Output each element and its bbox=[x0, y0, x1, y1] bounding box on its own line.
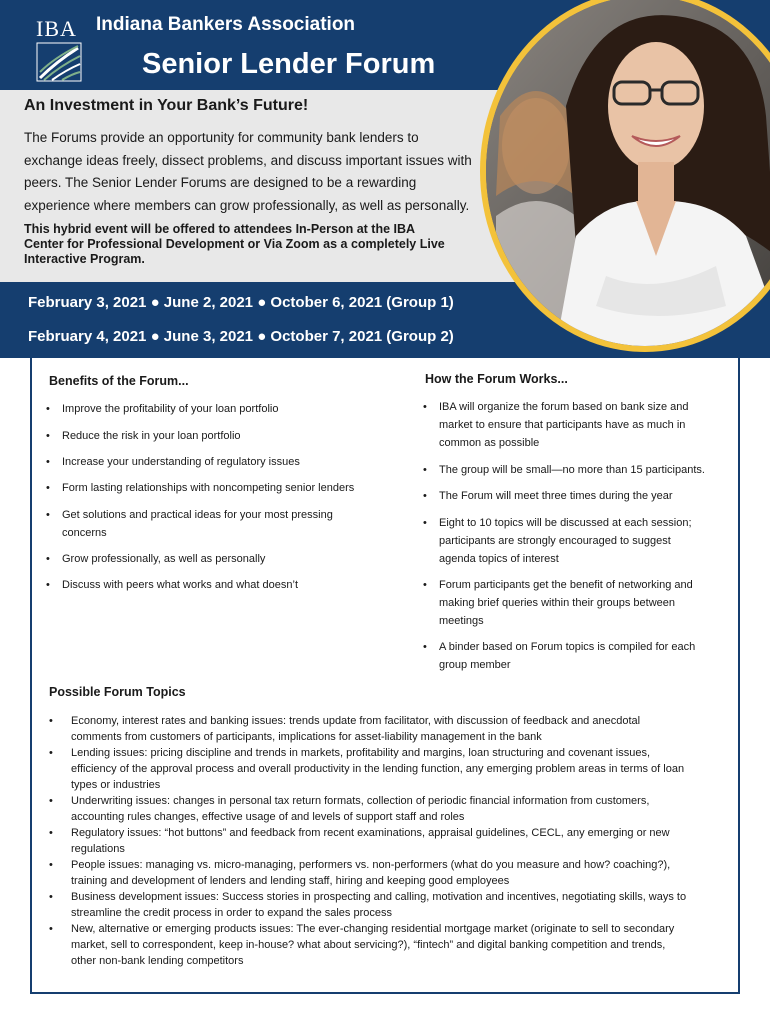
org-name: Indiana Bankers Association bbox=[96, 14, 356, 35]
bullet-icon: • bbox=[49, 795, 53, 807]
list-item-text: People issues: managing vs. micro-managing, performers vs. non-performers (what do you measure and how? coaching?), bbox=[71, 859, 671, 871]
list-item-text: The group will be small—no more than 15 participants. bbox=[439, 464, 705, 476]
bullet-icon: • bbox=[423, 641, 427, 653]
list-item-text: IBA will organize the forum based on bank size and bbox=[439, 401, 689, 413]
topics-heading: Possible Forum Topics bbox=[49, 685, 186, 699]
list-item-text: comments from customers of participants, implications for asset-liability management in the bank bbox=[71, 731, 542, 743]
page-title: Senior Lender Forum bbox=[142, 48, 436, 80]
list-item bbox=[46, 479, 402, 497]
intro-line: exchange ideas freely, dissect problems, and discuss important issues with bbox=[24, 152, 472, 168]
dates-group-1: February 3, 2021 ● June 2, 2021 ● October 6, 2021 (Group 1) bbox=[28, 294, 454, 311]
list-item-text: Improve the profitability of your loan portfolio bbox=[62, 403, 279, 415]
hybrid-line: Interactive Program. bbox=[24, 252, 145, 266]
list-item-text: Reduce the risk in your loan portfolio bbox=[62, 430, 241, 442]
list-item-text: participants are strongly encouraged to suggest bbox=[439, 535, 671, 547]
list-item-text: The Forum will meet three times during the year bbox=[439, 490, 673, 502]
list-item bbox=[49, 793, 731, 825]
bullet-icon: • bbox=[46, 403, 50, 415]
list-item-text: Economy, interest rates and banking issues: trends update from facilitator, with discussion of feedback and anecdotal bbox=[71, 715, 641, 727]
list-item bbox=[423, 398, 734, 452]
list-item bbox=[46, 400, 402, 418]
list-item-text: Regulatory issues: “hot buttons” and feedback from recent examinations, appraisal guidelines, CECL, any emerging or new bbox=[71, 827, 670, 839]
bullet-icon: • bbox=[49, 827, 53, 839]
list-item-text: types or industries bbox=[71, 779, 161, 791]
list-item bbox=[423, 461, 739, 479]
how-it-works-heading: How the Forum Works... bbox=[425, 372, 568, 386]
list-item-text: making brief queries within their groups between bbox=[439, 597, 676, 609]
bullet-icon: • bbox=[423, 579, 427, 591]
list-item bbox=[46, 576, 402, 594]
bullet-icon: • bbox=[46, 430, 50, 442]
list-item-text: accounting rules changes, effective usage of and levels of support staff and roles bbox=[71, 811, 465, 823]
list-item bbox=[423, 576, 734, 630]
list-item bbox=[49, 825, 731, 857]
intro-line: experience where members can grow professionally, as well as personally. bbox=[24, 197, 470, 213]
list-item-text: streamline the credit process in order to expand the sales process bbox=[71, 907, 392, 919]
list-item bbox=[49, 745, 731, 793]
list-item-text: Underwriting issues: changes in personal tax return formats, collection of periodic financial information from customers, bbox=[71, 795, 650, 807]
list-item-text: regulations bbox=[71, 843, 125, 855]
dates-group-2: February 4, 2021 ● June 3, 2021 ● October 7, 2021 (Group 2) bbox=[28, 328, 454, 345]
bullet-icon: • bbox=[423, 401, 427, 413]
bullet-icon: • bbox=[49, 891, 53, 903]
bullet-icon: • bbox=[423, 464, 427, 476]
hybrid-line: Center for Professional Development or Via Zoom as a completely Live bbox=[24, 237, 445, 251]
list-item-text: market, sell to correspondent, keep in-house? what about servicing?), “fintech” and digital banking competition and trends, bbox=[71, 939, 666, 951]
list-item bbox=[49, 921, 731, 969]
list-item-text: other non-bank lending competitors bbox=[71, 955, 244, 967]
list-item bbox=[46, 453, 402, 471]
list-item-text: market to ensure that participants have as much in bbox=[439, 419, 686, 431]
intro-line: peers. The Senior Lender Forums are designed to be a rewarding bbox=[24, 175, 417, 190]
list-item-text: concerns bbox=[62, 527, 107, 539]
bullet-icon: • bbox=[423, 517, 427, 529]
list-item-text: Forum participants get the benefit of networking and bbox=[439, 579, 693, 591]
list-item bbox=[46, 427, 402, 445]
bullet-icon: • bbox=[46, 456, 50, 468]
bullet-icon: • bbox=[49, 747, 53, 759]
list-item-text: Eight to 10 topics will be discussed at each session; bbox=[439, 517, 692, 529]
intro-line: The Forums provide an opportunity for community bank lenders to bbox=[24, 130, 419, 145]
hybrid-note bbox=[24, 222, 484, 267]
list-item-text: common as possible bbox=[439, 437, 540, 449]
intro-paragraph bbox=[24, 127, 474, 217]
logo-text: IBA bbox=[36, 16, 77, 41]
list-item-text: efficiency of the approval process and overall productivity in the lending function, any emerging problem areas in terms of loan bbox=[71, 763, 685, 775]
list-item-text: Discuss with peers what works and what doesn’t bbox=[62, 579, 298, 591]
list-item-text: Get solutions and practical ideas for your most pressing bbox=[62, 509, 333, 521]
bullet-icon: • bbox=[46, 553, 50, 565]
list-item-text: Lending issues: pricing discipline and trends in markets, profitability and margins, loan structuring and covenant issues, bbox=[71, 747, 651, 759]
list-item bbox=[423, 487, 734, 505]
bullet-icon: • bbox=[46, 482, 50, 494]
list-item-text: Form lasting relationships with noncompeting senior lenders bbox=[62, 482, 355, 494]
list-item bbox=[49, 713, 731, 745]
benefits-heading: Benefits of the Forum... bbox=[49, 374, 189, 388]
list-item-text: group member bbox=[439, 659, 511, 671]
list-item bbox=[46, 550, 402, 568]
hybrid-line: This hybrid event will be offered to attendees In-Person at the IBA bbox=[24, 222, 416, 236]
list-item bbox=[46, 506, 402, 542]
list-item bbox=[423, 638, 734, 674]
bullet-icon: • bbox=[423, 490, 427, 502]
bullet-icon: • bbox=[46, 509, 50, 521]
bullet-icon: • bbox=[49, 715, 53, 727]
list-item-text: Grow professionally, as well as personally bbox=[62, 553, 266, 565]
bullet-icon: • bbox=[46, 579, 50, 591]
list-item bbox=[49, 857, 731, 889]
list-item-text: Increase your understanding of regulatory issues bbox=[62, 456, 300, 468]
list-item-text: agenda topics of interest bbox=[439, 553, 559, 565]
list-item-text: Business development issues: Success stories in prospecting and calling, motivation and incentives, negotiating skills, ways to bbox=[71, 891, 687, 903]
list-item-text: A binder based on Forum topics is compiled for each bbox=[439, 641, 696, 653]
list-item-text: New, alternative or emerging products issues: The ever-changing residential mortgage market (originate to sell to secondary bbox=[71, 923, 675, 935]
list-item-text: training and development of lenders and lending staff, hiring and keeping good employees bbox=[71, 875, 510, 887]
list-item bbox=[49, 889, 731, 921]
list-item bbox=[423, 514, 734, 568]
bullet-icon: • bbox=[49, 923, 53, 935]
list-item-text: meetings bbox=[439, 615, 484, 627]
bullet-icon: • bbox=[49, 859, 53, 871]
iba-logo-icon bbox=[36, 18, 88, 84]
tagline: An Investment in Your Bank’s Future! bbox=[24, 97, 309, 114]
